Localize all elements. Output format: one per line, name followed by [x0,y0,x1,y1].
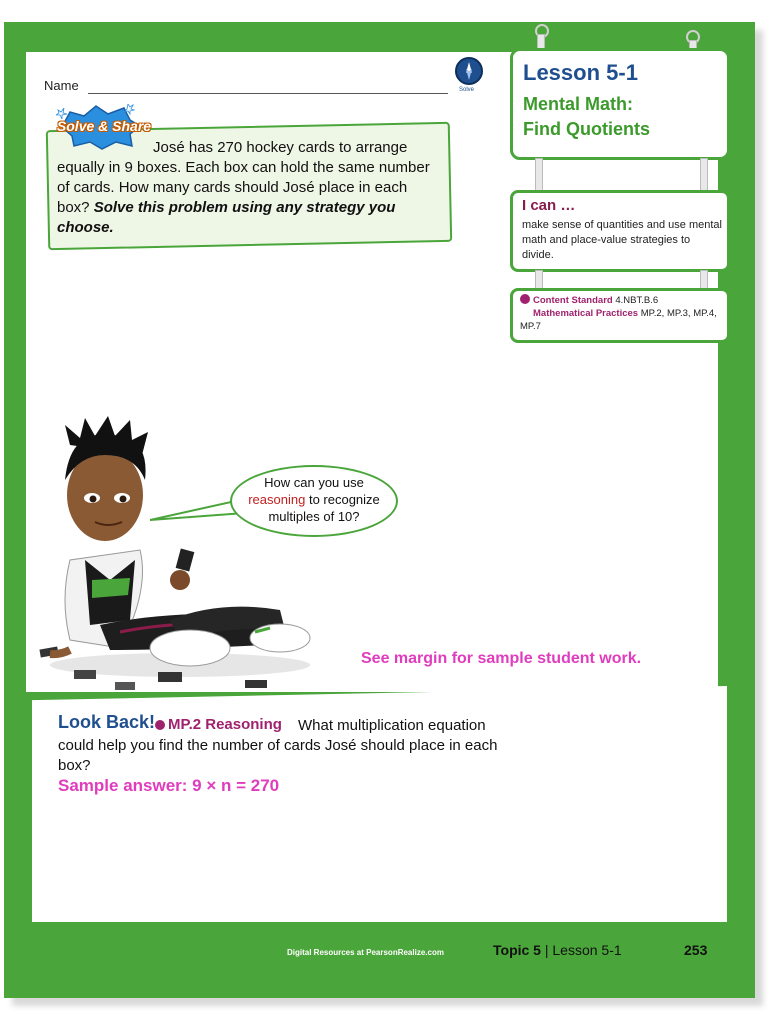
look-back-practice [155,716,282,733]
lesson-title [523,60,638,86]
speech-after: to recognize multiples of 10? [268,492,380,524]
name-label: Name [44,78,79,93]
lesson-subtitle-line2: Find Quotients [523,119,650,139]
footer-digital-resources[interactable]: Digital Resources at PearsonRealize.com [287,948,444,957]
practices-value: MP.2, MP.3, MP.4, MP.7 [520,308,717,332]
footer-topic-lesson: Topic 5 | Lesson 5-1 [493,942,622,958]
speech-before: How can you use [264,475,364,490]
lesson-number: 5-1 [606,60,638,85]
name-line[interactable] [88,93,448,94]
lesson-word: Lesson [523,60,601,85]
content-standard-value: 4.NBT.B.6 [615,295,659,306]
student-character-illustration [30,410,320,695]
solve-share-badge: Solve & Share [56,118,152,134]
solve-label: Solve [459,87,475,93]
hanger-post [700,158,708,194]
footer-topic: Topic 5 [493,942,541,958]
solve-icon[interactable] [455,57,483,85]
content-standard-label: Content Standard [533,295,613,306]
problem-instruction: Solve this problem using any strategy you choose. [57,199,396,236]
practice-label: MP.2 Reasoning [168,716,282,733]
page-number: 253 [684,942,708,958]
ican-text: make sense of quantities and use mental math and place-value strategies to divide. [522,219,722,261]
look-back-question: What multiplication equation could help you find the number of cards José should place in each box? [58,717,498,774]
problem-text: José has 270 hockey cards to arrange equally in 9 boxes. Each box can hold the same number of cards. How many cards should José place in each box? [57,139,430,216]
common-core-icon [520,294,530,304]
practices-label: Mathematical Practices [533,308,639,319]
solve-share-problem [57,138,442,238]
lesson-subtitle-line1: Mental Math: [523,94,633,114]
footer-lesson: Lesson 5-1 [552,942,622,958]
speech-text [240,474,388,525]
hanger-post [535,158,543,194]
compass-icon [457,59,481,83]
common-core-icon [155,720,165,730]
speech-highlight: reasoning [248,492,306,507]
sample-answer: Sample answer: 9 × n = 270 [58,776,280,795]
ican-title: I can … [522,197,576,214]
standards-text [520,294,720,333]
look-back-title: Look Back! [58,712,156,732]
lesson-subtitle [523,92,723,142]
margin-note: See margin for sample student work. [361,650,642,667]
